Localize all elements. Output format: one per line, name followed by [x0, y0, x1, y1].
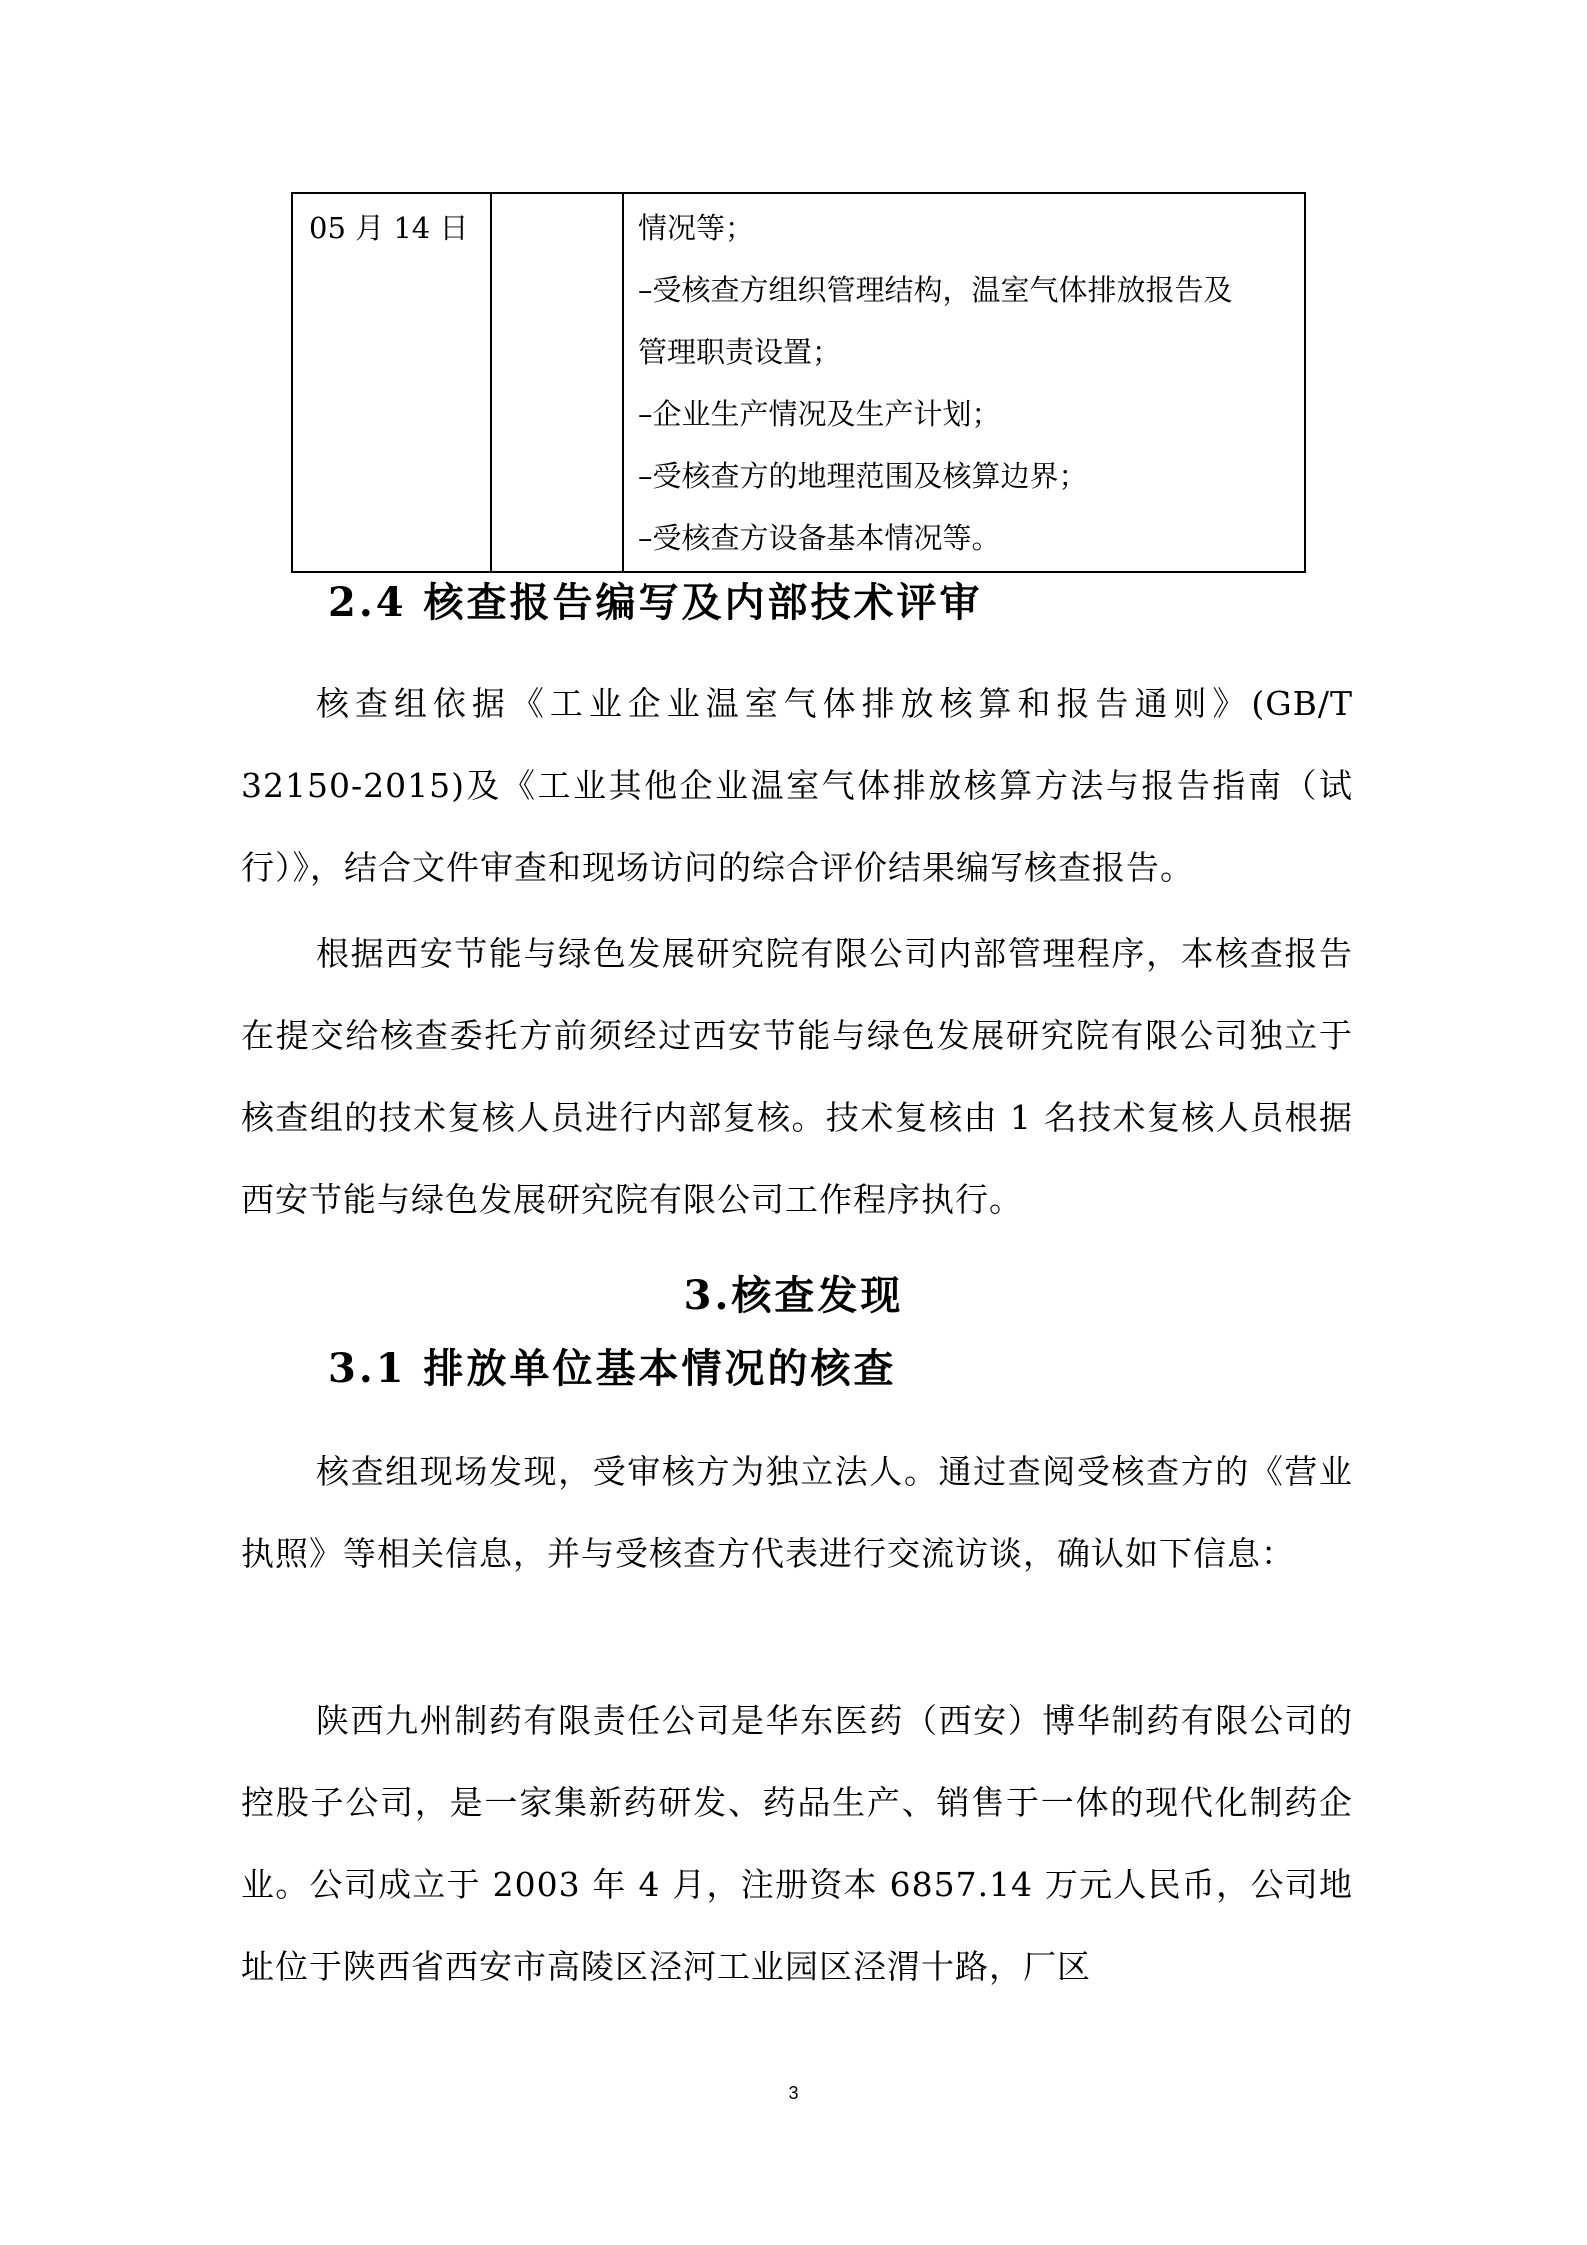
content-line: –受核查方组织管理结构，温室气体排放报告及 [638, 273, 1233, 307]
content-line: –受核查方的地理范围及核算边界； [638, 459, 1088, 493]
section-2-4-heading: 2.4 核查报告编写及内部技术评审 [328, 579, 983, 626]
section-3-1-heading: 3.1 排放单位基本情况的核查 [328, 1345, 897, 1392]
section-2-4-paragraph-1: 核查组依据《工业企业温室气体排放核算和报告通则》(GB/T 32150-2015)及《工业其他企业温室气体排放核算方法与报告指南（试行）》，结合文件审查和现场访问的综合评价结果编写核查报告。 [241, 684, 1353, 887]
content-line: 管理职责设置； [638, 335, 842, 369]
section-3-1-paragraph-2: 陕西九州制药有限责任公司是华东医药（西安）博华制药有限公司的控股子公司，是一家集新药研发、药品生产、销售于一体的现代化制药企业。公司成立于 2003 年 4 月，注册资本 6857.14 万元人民币，公司地址位于陕西省西安市高陵区泾河工业园区泾渭十路，厂区 [241, 1701, 1353, 1986]
section-3-1-paragraph-1: 核查组现场发现，受审核方为独立法人。通过查阅受核查方的《营业执照》等相关信息，并与受核查方代表进行交流访谈，确认如下信息： [241, 1452, 1353, 1573]
content-line: 情况等； [638, 211, 755, 245]
date-cell: 05 月 14 日 [292, 193, 491, 572]
section-2-4-paragraph-2: 根据西安节能与绿色发展研究院有限公司内部管理程序，本核查报告在提交给核查委托方前须经过西安节能与绿色发展研究院有限公司独立于核查组的技术复核人员进行内部复核。技术复核由 1 名技术复核人员根据西安节能与绿色发展研究院有限公司工作程序执行。 [241, 934, 1353, 1219]
content-line: –企业生产情况及生产计划； [638, 397, 1001, 431]
table-row [292, 193, 1305, 572]
content-line: –受核查方设备基本情况等。 [638, 521, 1001, 555]
empty-cell [491, 193, 623, 572]
schedule-table [291, 192, 1306, 573]
section-3-heading: 3.核查发现 [683, 1272, 904, 1319]
content-cell [623, 193, 1305, 572]
page-number: 3 [788, 2083, 799, 2103]
